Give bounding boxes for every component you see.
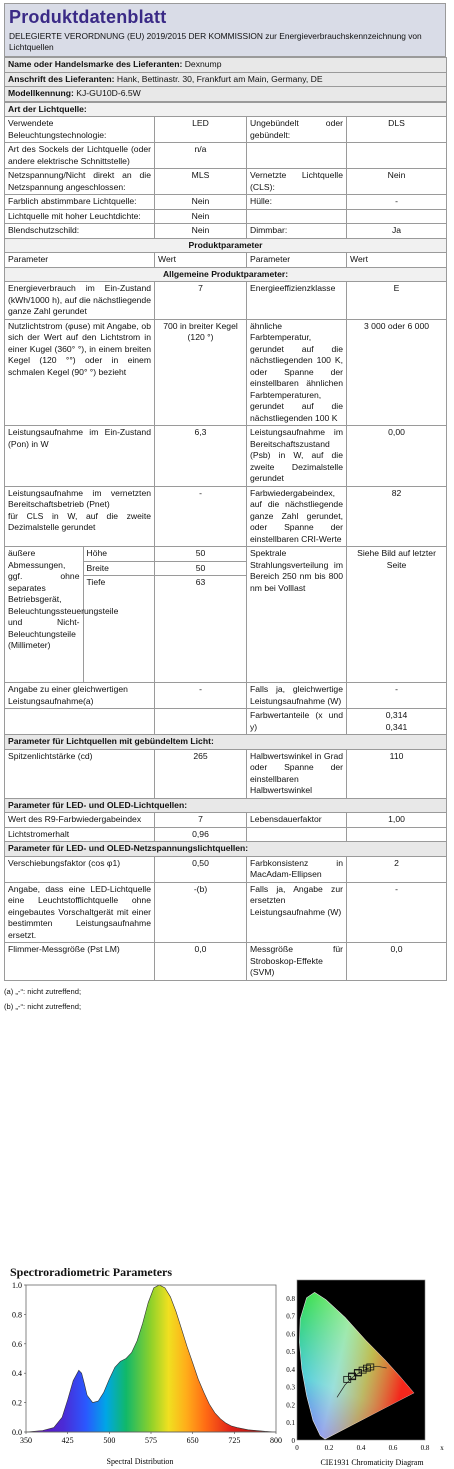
- spectrum-y-tick-label: 0.4: [12, 1369, 22, 1379]
- spectrum-x-tick-label: 500: [103, 1436, 116, 1445]
- cell-value: 6,3: [155, 426, 247, 487]
- spectrum-x-tick-label: 575: [145, 1436, 157, 1445]
- cell-value: 82: [347, 486, 447, 547]
- cell-value: Nein: [155, 224, 247, 239]
- cell-empty: [247, 143, 347, 169]
- cell-label: Spektrale Strahlungsverteilung im Bereich 250 nm bis 800 nm bei Volllast: [247, 547, 347, 683]
- cell-value: 0,50: [155, 856, 247, 882]
- cell-label: Lebensdauerfaktor: [247, 813, 347, 828]
- spectrum-y-tick-label: 0.2: [12, 1398, 22, 1408]
- cell-label: Nutzlichtstrom (φuse) mit Angabe, ob sich der Wert auf den Lichtstrom in einer Kugel (360° °), in einem breiten Kegel (120 °°) oder in einem schmalen Kegel (90° °) bezieht: [5, 319, 155, 426]
- cell-label: Farblich abstimmbare Lichtquelle:: [5, 195, 155, 210]
- column-header: Parameter: [247, 253, 347, 268]
- page-title: Produktdatenblatt: [9, 7, 167, 27]
- cell-empty: [5, 709, 155, 735]
- footnote-a: (a) „-“: nicht zutreffend;: [4, 986, 82, 996]
- cell-value: -: [347, 195, 447, 210]
- spectrum-y-tick-label: 0.8: [12, 1310, 22, 1320]
- cell-label: Wert des R9-Farbwiedergabeindex: [5, 813, 155, 828]
- cell-value: -: [155, 486, 247, 547]
- cie-x-axis-label: x: [440, 1444, 444, 1452]
- dimensions-subtable: [5, 547, 155, 682]
- cell-value: 700 in breiter Kegel (120 °): [155, 319, 247, 426]
- cell-value: Nein: [155, 195, 247, 210]
- spectrum-chart-title: Spectroradiometric Parameters: [10, 1265, 173, 1279]
- cell-label: Flimmer-Messgröße (Pst LM): [5, 943, 155, 981]
- spectrum-x-tick-label: 800: [270, 1436, 282, 1445]
- cell-value: MLS: [155, 169, 247, 195]
- supplier-address-row: Anschrift des Lieferanten: Hank, Bettinastr. 30, Frankfurt am Main, Germany, DE: [5, 72, 447, 87]
- cell-value: 0,314 0,341: [347, 709, 447, 735]
- spectrum-x-tick-label: 650: [186, 1436, 199, 1445]
- cell-value: Nein: [155, 209, 247, 224]
- cie-x-tick-label: 0.2: [324, 1444, 334, 1452]
- section-lightsource: Art der Lichtquelle:: [5, 102, 447, 117]
- datasheet-header: [4, 3, 446, 57]
- cell-value: Nein: [347, 169, 447, 195]
- cell-label: Leistungsaufnahme im Bereitschaftszustand (Psb) in W, auf die zweite Dezimalstelle gerundet: [247, 426, 347, 487]
- cell-label: Falls ja, Angabe zur ersetzten Leistungsaufnahme (W): [247, 882, 347, 943]
- cell-label: Angabe zu einer gleichwertigen Leistungsaufnahme(a): [5, 683, 155, 709]
- footnote-b: (b) „-“: nicht zutreffend;: [4, 1001, 82, 1011]
- cell-value: 1,00: [347, 813, 447, 828]
- cell-value: 2: [347, 856, 447, 882]
- cie-y-tick-label: 0.6: [286, 1330, 295, 1339]
- cie-y-tick-label: 0: [291, 1437, 295, 1445]
- cell-value: E: [347, 282, 447, 320]
- cie-x-tick-label: 0.6: [388, 1444, 398, 1452]
- cell-label: Hülle:: [247, 195, 347, 210]
- cell-label: Leistungsaufnahme im vernetzten Bereitschaftsbetrieb (Pnet) für CLS in W, auf die zweite Dezimalstelle gerundet: [5, 486, 155, 547]
- spectrum-x-tick-label: 425: [61, 1436, 74, 1445]
- spectrum-plot-area: [12, 1281, 282, 1445]
- cell-label: Netzspannung/Nicht direkt an die Netzspannung angeschlossen:: [5, 169, 155, 195]
- cell-value: 0,0: [155, 943, 247, 981]
- cell-value: -: [347, 882, 447, 943]
- dimensions-label: äußere Abmessungen, ggf. ohne separates Betriebsgerät, Beleuchtungssteuerungsteile und Nicht-Beleuchtungsteile (Millimeter): [5, 547, 83, 682]
- cell-value: 0,00: [347, 426, 447, 487]
- main-table: [4, 102, 447, 981]
- cell-value: 0,0: [347, 943, 447, 981]
- spectrum-x-tick-label: 725: [228, 1436, 241, 1445]
- section-directional: Parameter für Lichtquellen mit gebündeltem Licht:: [5, 735, 447, 750]
- cell-value: Ja: [347, 224, 447, 239]
- dimensions-values: [155, 547, 247, 683]
- cell-label: Farbkonsistenz in MacAdam-Ellipsen: [247, 856, 347, 882]
- cell-label: Ungebündelt oder gebündelt:: [247, 117, 347, 143]
- cell-value: 3 000 oder 6 000: [347, 319, 447, 426]
- cie-x-tick-label: 0.4: [356, 1444, 366, 1452]
- spectrum-y-tick-label: 1.0: [12, 1281, 22, 1290]
- cell-value: 7: [155, 813, 247, 828]
- cie-y-tick-label: 0.1: [286, 1419, 295, 1428]
- column-header: Parameter: [5, 253, 155, 268]
- cell-label: Verschiebungsfaktor (cos φ1): [5, 856, 155, 882]
- column-header: Wert: [155, 253, 247, 268]
- cell-value: -(b): [155, 882, 247, 943]
- cell-label: Farbwertanteile (x und y): [247, 709, 347, 735]
- spectrum-x-tick-label: 350: [20, 1436, 32, 1445]
- regulation-text: DELEGIERTE VERORDNUNG (EU) 2019/2015 DER KOMMISSION zur Energieverbrauchskennzeichnung von Lichtquellen: [9, 31, 422, 52]
- cie-chart: [282, 1276, 454, 1469]
- spectrum-area: [26, 1285, 276, 1432]
- datasheet: [4, 3, 446, 1014]
- cie-y-tick-label: 0.2: [286, 1401, 295, 1410]
- cell-label: Art des Sockels der Lichtquelle (oder andere elektrische Schnittstelle): [5, 143, 155, 169]
- column-header: Wert: [347, 253, 447, 268]
- cell-value: n/a: [155, 143, 247, 169]
- cell-value: 7: [155, 282, 247, 320]
- cie-y-tick-label: 0.8: [286, 1294, 295, 1303]
- cie-x-tick-label: 0.8: [420, 1444, 430, 1452]
- cell-value: -: [155, 683, 247, 709]
- spectrum-chart: [0, 1280, 282, 1466]
- cie-chart-title: CIE1931 Chromaticity Diagram: [320, 1458, 424, 1467]
- cell-label: Messgröße für Stroboskop-Effekte (SVM): [247, 943, 347, 981]
- cell-label: Spitzenlichtstärke (cd): [5, 749, 155, 798]
- cell-empty: [347, 827, 447, 842]
- section-mains: Parameter für LED- und OLED-Netzspannungslichtquellen:: [5, 842, 447, 857]
- spectrum-y-tick-label: 0.0: [12, 1428, 22, 1437]
- cell-label: Dimmbar:: [247, 224, 347, 239]
- cie-y-tick-label: 0.4: [286, 1365, 295, 1374]
- spectrum-y-tick-label: 0.6: [12, 1339, 22, 1349]
- model-row: Modellkennung: KJ-GU10D-6.5W: [5, 87, 447, 102]
- section-led: Parameter für LED- und OLED-Lichtquellen:: [5, 798, 447, 813]
- cie-y-tick-label: 0.7: [286, 1312, 295, 1321]
- spectrum-x-label: Spectral Distribution: [106, 1457, 174, 1466]
- cell-value: DLS: [347, 117, 447, 143]
- cell-empty: [247, 209, 347, 224]
- cell-empty: [347, 143, 447, 169]
- cell-value: Siehe Bild auf letzter Seite: [347, 547, 447, 683]
- cell-value: LED: [155, 117, 247, 143]
- cell-empty: [347, 209, 447, 224]
- cell-label: Tiefe: [86, 577, 106, 587]
- cell-value: 50: [155, 562, 246, 577]
- section-general-params: Allgemeine Produktparameter:: [5, 267, 447, 282]
- footnotes: [4, 984, 446, 1014]
- cell-value: -: [347, 683, 447, 709]
- supplier-table: [4, 57, 447, 102]
- cell-label: Verwendete Beleuchtungstechnologie:: [5, 117, 155, 143]
- cell-label: Lichtquelle mit hoher Leuchtdichte:: [5, 209, 155, 224]
- cell-label: Energieverbrauch im Ein-Zustand (kWh/1000 h), auf die nächstliegende ganze Zahl gerundet: [5, 282, 155, 320]
- cell-label: Leistungsaufnahme im Ein-Zustand (Pon) in W: [5, 426, 155, 487]
- cell-empty: [247, 827, 347, 842]
- cie-y-tick-label: 0.5: [286, 1348, 295, 1357]
- cell-label: Blendschutzschild:: [5, 224, 155, 239]
- cell-label: Breite: [83, 561, 155, 576]
- cell-label: Vernetzte Lichtquelle (CLS):: [247, 169, 347, 195]
- cie-x-tick-label: 0: [295, 1444, 299, 1452]
- cell-label: Falls ja, gleichwertige Leistungsaufnahme (W): [247, 683, 347, 709]
- cell-value: 50: [155, 547, 246, 562]
- cell-label: Lichtstromerhalt: [5, 827, 155, 842]
- cell-label: Halbwertswinkel in Grad oder Spanne der einstellbaren Halbwertswinkel: [247, 749, 347, 798]
- dimensions-cell: [5, 547, 155, 683]
- cell-empty: [155, 709, 247, 735]
- cell-label: Farbwiedergabeindex, auf die nächstliegende ganze Zahl gerundet, oder Spanne der einstellbaren CRI-Werte: [247, 486, 347, 547]
- cell-label: Angabe, dass eine LED-Lichtquelle eine Leuchtstofflichtquelle ohne eingebautes Vorschaltgerät mit einer bestimmten Leistungsaufnahme ersetzt.: [5, 882, 155, 943]
- cell-label: ähnliche Farbtemperatur, gerundet auf die nächstliegenden 100 K, oder Spanne der einstellbaren ähnlichen Farbtemperaturen, gerundet auf die nächstliegenden 100 K: [247, 319, 347, 426]
- cell-label: Energieeffizienzklasse: [247, 282, 347, 320]
- cie-y-tick-label: 0.3: [286, 1383, 295, 1392]
- cell-value: 110: [347, 749, 447, 798]
- section-product-params: Produktparameter: [5, 238, 447, 253]
- cell-value: 63: [195, 577, 206, 587]
- cell-value: 0,96: [155, 827, 247, 842]
- cell-value: 265: [155, 749, 247, 798]
- cell-label: Höhe: [83, 547, 155, 561]
- supplier-name-row: Name oder Handelsmarke des Lieferanten: Dexnump: [5, 58, 447, 73]
